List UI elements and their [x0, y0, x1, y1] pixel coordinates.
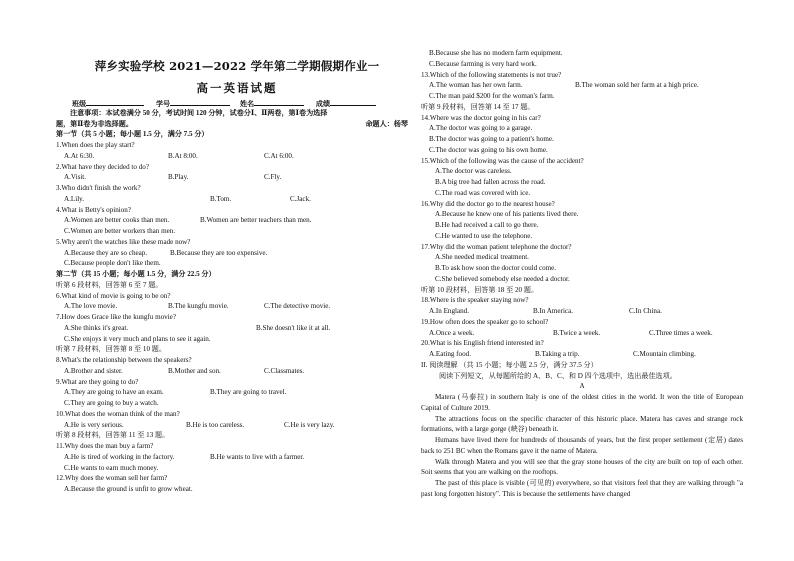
option[interactable]: B.At 8:00. — [168, 151, 198, 160]
question-13-options — [421, 80, 743, 91]
notice-text: 题，第Ⅱ卷为非选择题。 — [56, 119, 133, 128]
section-1-heading: 第一节（共 5 小题；每小题 1.5 分，满分 7.5 分） — [56, 130, 209, 139]
passage-paragraph: Humans have lived there for hundreds of thousands of years, but the first proper settlement (定居) dates back to 251 BC when the Romans gave it the name of Matera. — [421, 436, 743, 455]
left-column — [56, 0, 418, 495]
question-4-options — [56, 215, 418, 226]
option[interactable]: C.Jack. — [290, 194, 311, 203]
question-12: 12.Why does the woman sell her farm? — [56, 474, 168, 483]
option[interactable]: C.At 6:00. — [264, 151, 294, 160]
option[interactable]: C.The detective movie. — [264, 302, 331, 311]
material-instruction: 听第 6 段材料，回答第 6 至 7 题。 — [56, 280, 163, 289]
question-7-options — [56, 323, 418, 334]
question-20: 20.What is his English friend interested in? — [421, 339, 544, 348]
class-blank[interactable] — [86, 97, 144, 106]
section-3-heading: II. 阅读理解 （共 15 小题；每小题 2.5 分，满分 37.5 分） — [421, 360, 598, 369]
option[interactable]: B.Tom. — [210, 194, 232, 203]
option[interactable]: C.The doctor was going to his own home. — [429, 145, 548, 154]
option[interactable]: B.He is too careless. — [186, 420, 245, 429]
question-11-options — [56, 452, 418, 463]
option[interactable]: B.The doctor was going to a patient's home. — [429, 135, 554, 143]
option[interactable]: C.In China. — [629, 307, 662, 315]
question-2: 2.What have they decided to do? — [56, 162, 149, 171]
option[interactable]: A.He is very serious. — [64, 420, 124, 429]
question-9-options — [56, 387, 418, 398]
passage-label: A — [579, 382, 585, 391]
option[interactable]: A.Visit. — [64, 173, 87, 182]
question-20-options — [421, 349, 743, 360]
score-blank[interactable] — [330, 97, 376, 106]
option[interactable]: B.He wants to live with a farmer. — [210, 452, 305, 461]
question-3: 3.Who didn't finish the work? — [56, 184, 141, 192]
class-label: 班级 — [72, 100, 87, 108]
option[interactable]: C.Because farming is very hard work. — [429, 59, 537, 68]
question-9: 9.What are they going to do? — [56, 377, 139, 386]
option[interactable]: A.Because the ground is unfit to grow wheat. — [64, 485, 193, 493]
option[interactable]: C.Women are better workers than men. — [64, 227, 176, 235]
option[interactable]: C.Fly. — [264, 173, 282, 182]
option[interactable]: B.Play. — [168, 173, 189, 182]
notice-line-1: 注意事项：本试卷满分 50 分，考试时间 120 分钟，试卷分Ⅰ、Ⅱ两卷，第Ⅰ卷为选择 — [70, 108, 328, 117]
question-19-options — [421, 328, 743, 339]
option[interactable]: B.In America. — [533, 307, 573, 315]
question-13: 13.Which of the following statements is not true? — [421, 70, 562, 79]
option[interactable]: B.To ask how soon the doctor could come. — [435, 264, 557, 272]
exam-title: 萍乡实验学校 2021—2022 学年第二学期假期作业一 — [94, 59, 380, 73]
question-19: 19.How often does the speaker go to school? — [421, 317, 549, 326]
question-15: 15.Which of the following was the cause of the accident? — [421, 156, 584, 165]
option[interactable]: B.The woman sold her farm at a high price. — [575, 81, 699, 90]
option[interactable]: A.The doctor was going to a garage. — [429, 124, 533, 133]
option[interactable]: C.He is very lazy. — [284, 420, 335, 429]
passage-paragraph: The attractions focus on the specific character of this historic place. Matera has caves and strange rock formations, with a large gorge (峡谷) beneath it. — [421, 414, 743, 434]
name-blank[interactable] — [254, 97, 304, 106]
question-5-options — [56, 248, 418, 259]
passage-paragraph: Walk through Matera and you will see that the gray stone houses of the city are built on top of each other. Soit seems that you are walking on the rooftops. — [421, 457, 743, 477]
notice-line-2 — [56, 119, 418, 130]
reading-instruction: 阅读下列短文，从每题所给的 A、B、C、和 D 四个选项中，选出最佳选项。 — [439, 371, 677, 380]
name-label: 姓名 — [239, 100, 255, 108]
question-5: 5.Why aren't the watches like these made now? — [56, 237, 191, 246]
question-14: 14.Where was the doctor going in his car? — [421, 113, 541, 122]
question-2-options — [56, 172, 418, 183]
option[interactable]: A.Because they are so cheap. — [64, 248, 148, 257]
option[interactable]: C.The man paid $200 for the woman's farm. — [429, 92, 555, 100]
option[interactable]: B.Twice a week. — [553, 328, 601, 337]
question-7: 7.How does Grace like the kungfu movie? — [56, 313, 176, 321]
option[interactable]: C.Classmates. — [264, 366, 305, 375]
option[interactable]: A.Women are better cooks than men. — [64, 216, 170, 225]
material-instruction: 听第 8 段材料，回答第 11 至 13 题。 — [56, 431, 170, 440]
option[interactable]: C.Mountain climbing. — [633, 350, 696, 358]
option[interactable]: A.They are going to have an exam. — [64, 388, 164, 397]
option[interactable]: A.The love movie. — [64, 302, 118, 311]
option[interactable]: A.The woman has her own farm. — [429, 81, 523, 90]
option[interactable]: A.He is tired of working in the factory. — [64, 452, 175, 461]
option[interactable]: B.He had received a call to go there. — [435, 221, 539, 229]
question-6-options — [56, 301, 418, 312]
option[interactable]: C.The road was covered with ice. — [435, 188, 531, 197]
option[interactable]: A.Lily. — [64, 194, 85, 203]
question-10-options — [56, 420, 418, 431]
exam-subtitle: 高一英语试题 — [196, 81, 278, 95]
question-8: 8.What's the relationship between the speakers? — [56, 356, 192, 364]
option[interactable]: B.She doesn't like it at all. — [256, 323, 331, 332]
option[interactable]: C.He wants to earn much money. — [64, 463, 159, 472]
option[interactable]: B.Taking a trip. — [535, 350, 580, 358]
option[interactable]: B.Because they are too expensive. — [170, 248, 268, 257]
question-4: 4.What is Betty's opinion? — [56, 205, 131, 214]
material-instruction: 听第 10 段材料，回答第 18 至 20 题。 — [421, 285, 539, 294]
option[interactable]: B.Women are better teachers than men. — [200, 216, 312, 225]
question-18-options — [421, 306, 743, 317]
material-instruction: 听第 7 段材料，回答第 8 至 10 题。 — [56, 345, 166, 354]
option[interactable]: B.Mother and son. — [168, 366, 221, 375]
option[interactable]: C.They are going to buy a watch. — [64, 399, 159, 407]
question-8-options — [56, 366, 418, 377]
option[interactable]: C.Three times a week. — [649, 328, 713, 337]
passage-paragraph: Matera (马泰拉) in southern Italy is one of the oldest cities in the world. It won the title of European Capital of Culture 2019. — [421, 393, 743, 412]
option[interactable]: A.In England. — [429, 307, 469, 315]
question-6: 6.What kind of movie is going to be on? — [56, 291, 171, 300]
option[interactable]: A.The doctor was careless. — [435, 167, 512, 176]
option[interactable]: B.A big tree had fallen across the road. — [435, 178, 546, 186]
number-blank[interactable] — [170, 97, 230, 106]
question-10: 10.What does the woman think of the man? — [56, 409, 180, 418]
section-2-heading: 第二节（共 15 小题；每小题 1.5 分，满分 22.5 分） — [56, 270, 216, 278]
option[interactable]: C.Because people don't like them. — [64, 259, 161, 268]
author: 命题人：杨琴 — [365, 119, 408, 128]
option[interactable]: C.He wanted to use the telephone. — [435, 231, 533, 240]
option[interactable]: B.Because she has no modern farm equipment. — [429, 49, 563, 57]
passage-paragraph: The past of this place is visible (可见的) everywhere, so that visitors feel that they are walking through "a past long forgotten history". This is because the settlements have changed — [421, 479, 743, 498]
question-1-options — [56, 151, 418, 162]
question-16: 16.Why did the doctor go to the nearest house? — [421, 199, 555, 208]
question-11: 11.Why does the man buy a farm? — [56, 442, 154, 450]
option[interactable]: B.They are going to travel. — [210, 388, 287, 397]
score-label: 成绩 — [315, 100, 331, 108]
option[interactable]: B.The kungfu movie. — [168, 302, 229, 311]
question-3-options — [56, 194, 418, 205]
option[interactable]: C.She enjoys it very much and plans to see it again. — [64, 334, 211, 343]
option[interactable]: A.Once a week. — [429, 328, 475, 337]
option[interactable]: A.Brother and sister. — [64, 366, 123, 375]
number-label: 学号 — [155, 100, 171, 108]
option[interactable]: A.She needed medical treatment. — [435, 253, 529, 262]
right-column — [421, 0, 743, 500]
question-17: 17.Why did the woman patient telephone the doctor? — [421, 242, 572, 251]
question-18: 18.Where is the speaker staying now? — [421, 296, 529, 305]
option[interactable]: A.Eating food. — [429, 350, 471, 358]
material-instruction: 听第 9 段材料，回答第 14 至 17 题。 — [421, 102, 535, 111]
student-info-line — [56, 97, 418, 108]
option[interactable]: A.Because he knew one of his patients lived there. — [435, 210, 579, 219]
option[interactable]: A.She thinks it's great. — [64, 323, 129, 332]
question-1: 1.When does the play start? — [56, 141, 135, 149]
option[interactable]: A.At 6:30. — [64, 151, 95, 160]
option[interactable]: C.She believed somebody else needed a doctor. — [435, 274, 570, 283]
